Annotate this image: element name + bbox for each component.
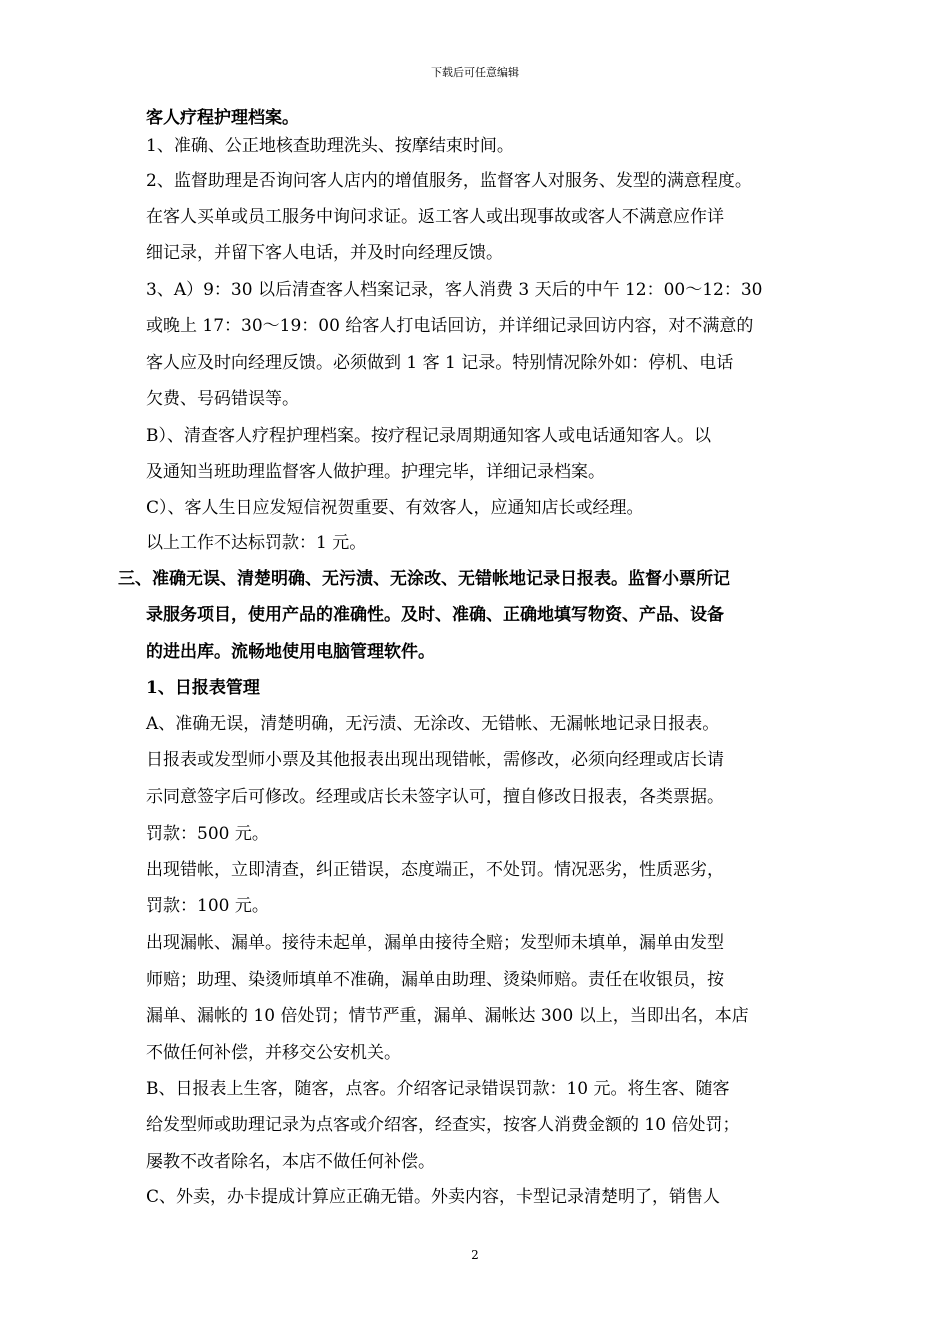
- text-line: 客人疗程护理档案。: [146, 108, 299, 128]
- section-heading: 三、准确无误、清楚明确、无污渍、无涂改、无错帐地记录日报表。监督小票所记: [118, 569, 730, 589]
- text-line: 以上工作不达标罚款：1 元。: [146, 533, 367, 553]
- page-number: 2: [471, 1248, 479, 1262]
- text-line: 出现漏帐、漏单。接待未起单，漏单由接待全赔；发型师未填单，漏单由发型: [146, 933, 724, 953]
- text-line: 屡教不改者除名，本店不做任何补偿。: [146, 1152, 435, 1172]
- text-line: 出现错帐，立即清查，纠正错误，态度端正，不处罚。情况恶劣，性质恶劣，: [146, 860, 724, 880]
- text-line: C、外卖，办卡提成计算应正确无错。外卖内容，卡型记录清楚明了，销售人: [146, 1187, 721, 1207]
- text-line: 3、A）9：30 以后清查客人档案记录，客人消费 3 天后的中午 12：00～12：30: [146, 280, 763, 300]
- text-line: 细记录，并留下客人电话，并及时向经理反馈。: [146, 243, 503, 263]
- text-line: 欠费、号码错误等。: [146, 389, 299, 409]
- text-line: 1、准确、公正地核查助理洗头、按摩结束时间。: [146, 136, 514, 156]
- text-line: 2、监督助理是否询问客人店内的增值服务，监督客人对服务、发型的满意程度。: [146, 171, 752, 191]
- page-header: 下载后可任意编辑: [431, 66, 519, 79]
- section-heading-cont: 录服务项目，使用产品的准确性。及时、准确、正确地填写物资、产品、设备: [146, 605, 724, 625]
- text-line: 给发型师或助理记录为点客或介绍客，经查实，按客人消费金额的 10 倍处罚；: [146, 1115, 740, 1135]
- text-line: 示同意签字后可修改。经理或店长未签字认可，擅自修改日报表，各类票据。: [146, 787, 724, 807]
- text-line: 在客人买单或员工服务中询问求证。返工客人或出现事故或客人不满意应作详: [146, 207, 724, 227]
- text-line: 客人应及时向经理反馈。必须做到 1 客 1 记录。特别情况除外如：停机、电话: [146, 353, 734, 373]
- text-line: 日报表或发型师小票及其他报表出现出现错帐，需修改，必须向经理或店长请: [146, 750, 724, 770]
- text-line: 罚款：500 元。: [146, 824, 269, 844]
- subsection-heading: 1、日报表管理: [146, 678, 260, 698]
- text-line: 及通知当班助理监督客人做护理。护理完毕，详细记录档案。: [146, 462, 605, 482]
- text-line: B、日报表上生客，随客，点客。介绍客记录错误罚款：10 元。将生客、随客: [146, 1079, 730, 1099]
- text-line: A、准确无误，清楚明确，无污渍、无涂改、无错帐、无漏帐地记录日报表。: [146, 714, 720, 734]
- text-line: 不做任何补偿，并移交公安机关。: [146, 1043, 401, 1063]
- text-line: B）、清查客人疗程护理档案。按疗程记录周期通知客人或电话通知客人。以: [146, 426, 711, 446]
- section-heading-cont: 的进出库。流畅地使用电脑管理软件。: [146, 642, 435, 662]
- text-line: C）、客人生日应发短信祝贺重要、有效客人，应通知店长或经理。: [146, 498, 644, 518]
- text-line: 漏单、漏帐的 10 倍处罚；情节严重，漏单、漏帐达 300 以上，当即出名，本店: [146, 1006, 749, 1026]
- text-line: 师赔；助理、染烫师填单不准确，漏单由助理、烫染师赔。责任在收银员，按: [146, 970, 724, 990]
- text-line: 罚款：100 元。: [146, 896, 269, 916]
- text-line: 或晚上 17：30～19：00 给客人打电话回访，并详细记录回访内容，对不满意的: [146, 316, 754, 336]
